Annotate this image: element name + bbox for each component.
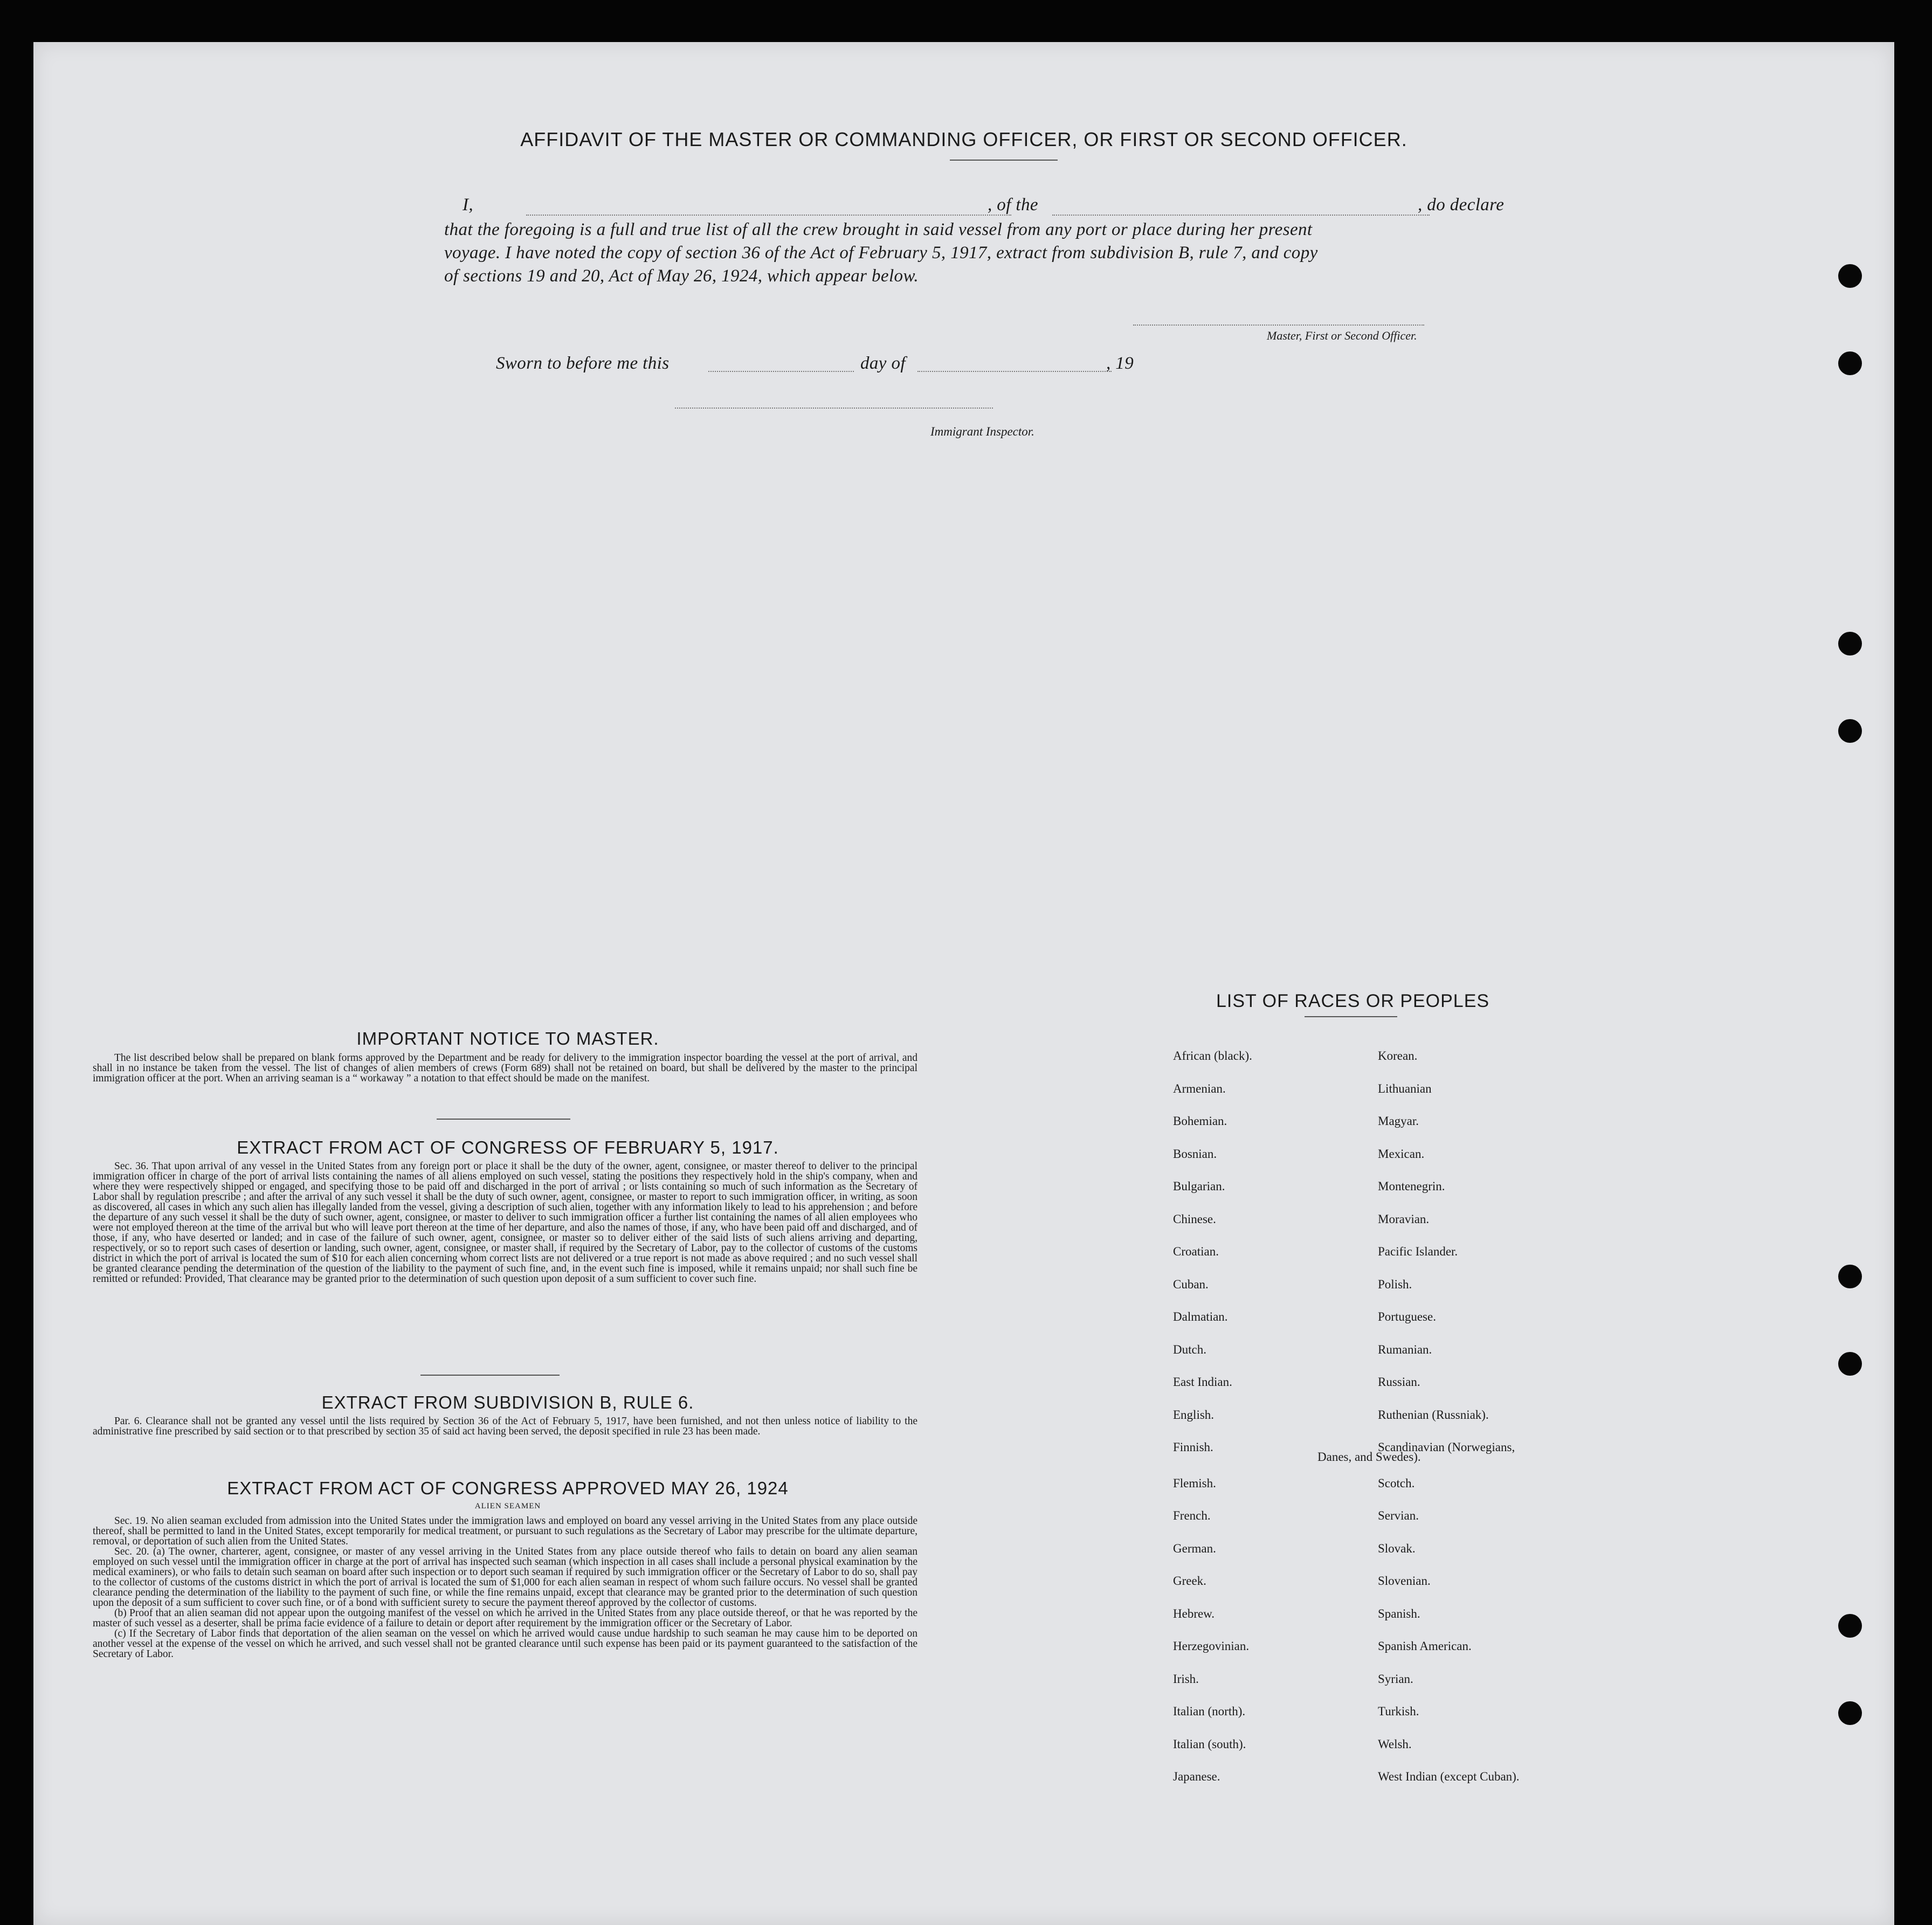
race-item: Korean. [1378, 1049, 1418, 1062]
race-item: English. [1173, 1408, 1215, 1422]
race-item: Flemish. [1173, 1476, 1216, 1490]
race-item: Chinese. [1173, 1212, 1216, 1226]
inspector-label: Immigrant Inspector. [930, 425, 1034, 438]
race-item: Turkish. [1378, 1705, 1419, 1718]
race-item: Polish. [1378, 1278, 1412, 1291]
race-item: Bosnian. [1173, 1147, 1217, 1161]
race-item: Bulgarian. [1173, 1179, 1225, 1193]
inspector-signature-field[interactable] [675, 408, 993, 409]
race-item: East Indian. [1173, 1375, 1232, 1389]
race-item: Magyar. [1378, 1114, 1419, 1128]
master-signature-field[interactable] [1133, 325, 1424, 326]
extract-1917-paragraph: Sec. 36. That upon arrival of any vessel in the United States from any foreign port or place it shall be the duty of the owner, agent, consignee, or master thereof to deliver to the principal immigration officer in charge of the port of arrival lists containing the names of all aliens employed on such vessel, stating the positions they respectively hold in the ship's company, when and where they were respectively shipped or engaged, and specifying those to be paid off and discharged in the port of arrival ; or lists containing so much of such information as the Secretary of Labor shall by regulation prescribe ; and after the arrival of any such vessel it shall be the duty of such owner, agent, consignee, or master to report to such immigration officer, in writing, as soon as discovered, all cases in which any such alien has illegally landed from the vessel, giving a description of such alien, together with any information likely to lead to his apprehension ; and before the departure of any such vessel it shall be the duty of such owner, agent, consignee, or master to deliver to such immigration officer a further list containing the names of all alien employees who were not employed thereon at the time of the arrival but who will leave port thereon at the time of her departure, and also the names of those, if any, who have been paid off and discharged, and of those, if any, who have deserted or landed; and in case of the failure of such owner, agent, consignee, or master so to deliver either of the said lists of such aliens arriving and departing, respectively, or so to report such cases of desertion or landing, such owner, agent, consignee, or master shall, if required by the Secretary of Labor, pay to the collector of customs of the customs district in which the port of arrival is located the sum of $10 for each alien concerning whom correct lists are not delivered or a true report is not made as above required ; and no such vessel shall be granted clearance pending the determination of the question of the liability to the payment of such fine, and, in the event such fine is imposed, while it remains unpaid; nor shall such fine be remitted or refunded: Provided, That clearance may be granted prior to the determination of such question upon deposit of a sum sufficient to cover such fine. [93, 1161, 917, 1285]
race-item: Rumanian. [1378, 1343, 1432, 1356]
punch-hole [1838, 1701, 1862, 1725]
race-item: Syrian. [1378, 1672, 1413, 1686]
affidavit-title: AFFIDAVIT OF THE MASTER OR COMMANDING OFFICER, OR FIRST OR SECOND OFFICER. [520, 128, 1407, 150]
race-item: Italian (south). [1173, 1737, 1246, 1751]
punch-hole [1838, 264, 1862, 288]
race-item: Pacific Islander. [1378, 1245, 1458, 1258]
extract-1924-title: EXTRACT FROM ACT OF CONGRESS APPROVED MAY 26, 1924 [227, 1478, 789, 1498]
extract-rule6-title: EXTRACT FROM SUBDIVISION B, RULE 6. [321, 1392, 694, 1412]
punch-hole [1838, 1265, 1862, 1288]
extract-1917-title: EXTRACT FROM ACT OF CONGRESS OF FEBRUARY 5, 1917. [237, 1137, 779, 1157]
race-item: Russian. [1378, 1375, 1420, 1389]
extract-rule6-paragraph: Par. 6. Clearance shall not be granted any vessel until the lists required by Section 36 of the Act of February 5, 1917, have been furnished, and not then unless notice of liability to the administrative fine prescribed by said section or to that prescribed by section 35 of said act having been served, the deposit specified in rule 23 has been made. [93, 1416, 917, 1437]
section-20c-paragraph: (c) If the Secretary of Labor finds that deportation of the alien seaman on the vessel on which he arrived would cause undue hardship to such seaman he may cause him to be deported on another vessel at the expense of the vessel on which he arrived, and such vessel shall not be granted clearance until such expense has been paid or its payment guaranteed to the satisfaction of the Secretary of Labor. [93, 1628, 917, 1660]
race-item: Portuguese. [1378, 1310, 1436, 1323]
extract-1924-subtitle: ALIEN SEAMEN [474, 1502, 541, 1510]
punch-hole [1838, 1614, 1862, 1638]
master-signature-label: Master, First or Second Officer. [1267, 329, 1417, 342]
race-item: Italian (north). [1173, 1705, 1246, 1718]
sworn-day-field[interactable] [708, 371, 854, 372]
races-title: LIST OF RACES OR PEOPLES [1216, 991, 1490, 1011]
race-item-continuation: Danes, and Swedes). [1317, 1450, 1421, 1464]
race-item: Ruthenian (Russniak). [1378, 1408, 1489, 1422]
notice-body [93, 1053, 917, 1084]
race-item: German. [1173, 1542, 1216, 1555]
race-item: Spanish American. [1378, 1639, 1472, 1653]
divider [420, 1375, 560, 1376]
affidavit-text-line-3: of sections 19 and 20, Act of May 26, 1924, which appear below. [444, 266, 919, 286]
extract-1924-body [93, 1516, 917, 1659]
race-item: African (black). [1173, 1049, 1252, 1062]
extract-rule6-body [93, 1416, 917, 1437]
race-item: Herzegovinian. [1173, 1639, 1250, 1653]
race-item: Dutch. [1173, 1343, 1206, 1356]
race-item: Bohemian. [1173, 1114, 1227, 1128]
title-underline [950, 160, 1058, 161]
race-item: Cuban. [1173, 1278, 1209, 1291]
race-item: Finnish. [1173, 1440, 1213, 1454]
declarant-name-field[interactable] [526, 215, 1011, 216]
race-item: Armenian. [1173, 1082, 1226, 1095]
race-item: West Indian (except Cuban). [1378, 1770, 1520, 1783]
race-item: Greek. [1173, 1574, 1206, 1588]
year-label: , 19 [1106, 354, 1134, 373]
extract-1917-body [93, 1161, 917, 1284]
day-of-label: day of [860, 354, 906, 373]
of-the-label: , of the [988, 195, 1038, 215]
race-item: Lithuanian [1378, 1082, 1432, 1095]
race-item: Welsh. [1378, 1737, 1412, 1751]
declarant-prefix: I, [463, 195, 474, 215]
punch-hole [1838, 351, 1862, 375]
notice-paragraph: The list described below shall be prepared on blank forms approved by the Department and be ready for delivery to the immigration inspector boarding the vessel at the port of arrival, and shall in no instance be taken from the vessel. The list of changes of alien members of crews (Form 689) shall not be retained on board, but shall be delivered by the master to the principal immigration officer at the port. When an arriving seaman is a “ workaway ” a notation to that effect should be made on the manifest. [93, 1052, 917, 1084]
section-20b-paragraph: (b) Proof that an alien seaman did not appear upon the outgoing manifest of the vessel on which he arrived in the United States from any place outside thereof, or that he was reported by the master of such vessel as a deserter, shall be prima facie evidence of a failure to detain or deport after requirement by the immigration officer or the Secretary of Labor. [93, 1607, 917, 1629]
race-item: Croatian. [1173, 1245, 1219, 1258]
sworn-label: Sworn to before me this [496, 354, 670, 373]
section-20a-paragraph: Sec. 20. (a) The owner, charterer, agent, consignee, or master of any vessel arriving in the United States from any place outside thereof who fails to detain on board any alien seaman employed on such vessel until the immigration officer in charge at the port of arrival has inspected such seaman (which inspection in all cases shall include a personal physical examination by the medical examiners), or who fails to detain such seaman on board after such inspection or to deport such seaman if required by such immigration officer or the Secretary of Labor to do so, shall pay to the collector of customs of the customs district in which the port of arrival is located the sum of $1,000 for each alien seaman in respect of whom such failure occurs. No vessel shall be granted clearance pending the determination of the liability to the payment of such fine, or while the fine remains unpaid, except that clearance may be granted prior to the determination of such question upon the deposit of a sum sufficient to cover such fine, or of a bond with sufficient surety to secure the payment thereof approved by the collector of customs. [93, 1546, 917, 1609]
race-item: Mexican. [1378, 1147, 1425, 1161]
divider [437, 1119, 570, 1120]
race-item: Hebrew. [1173, 1607, 1215, 1620]
race-item: Slovak. [1378, 1542, 1416, 1555]
punch-hole [1838, 1352, 1862, 1376]
race-item: Montenegrin. [1378, 1179, 1445, 1193]
race-item: Spanish. [1378, 1607, 1420, 1620]
race-item: Slovenian. [1378, 1574, 1431, 1588]
section-19-paragraph: Sec. 19. No alien seaman excluded from admission into the United States under the immigration laws and employed on board any vessel arriving in the United States from any place outside thereof, shall be permitted to land in the United States, except temporarily for medical treatment, or pursuant to such regulations as the Secretary of Labor may prescribe for the ultimate departure, removal, or deportation of such alien from the United States. [93, 1515, 917, 1547]
notice-title: IMPORTANT NOTICE TO MASTER. [356, 1029, 659, 1048]
race-item: Scotch. [1378, 1476, 1415, 1490]
race-item: Moravian. [1378, 1212, 1430, 1226]
form-sheet [33, 42, 1894, 1925]
race-item: Irish. [1173, 1672, 1199, 1686]
race-item: Servian. [1378, 1509, 1419, 1522]
punch-hole [1838, 632, 1862, 656]
affidavit-text-line-1: that the foregoing is a full and true list of all the crew brought in said vessel from any port or place during her present [444, 220, 1313, 239]
punch-hole [1838, 719, 1862, 743]
races-title-underline [1305, 1016, 1397, 1017]
sworn-month-field[interactable] [917, 371, 1112, 372]
vessel-name-field[interactable] [1052, 215, 1430, 216]
do-declare-label: , do declare [1418, 195, 1505, 215]
race-item: Scandinavian (Norwegians, [1378, 1440, 1515, 1454]
race-item: French. [1173, 1509, 1211, 1522]
affidavit-text-line-2: voyage. I have noted the copy of section 36 of the Act of February 5, 1917, extract from subdivision B, rule 7, and copy [444, 243, 1318, 263]
race-item: Dalmatian. [1173, 1310, 1228, 1323]
race-item: Japanese. [1173, 1770, 1220, 1783]
